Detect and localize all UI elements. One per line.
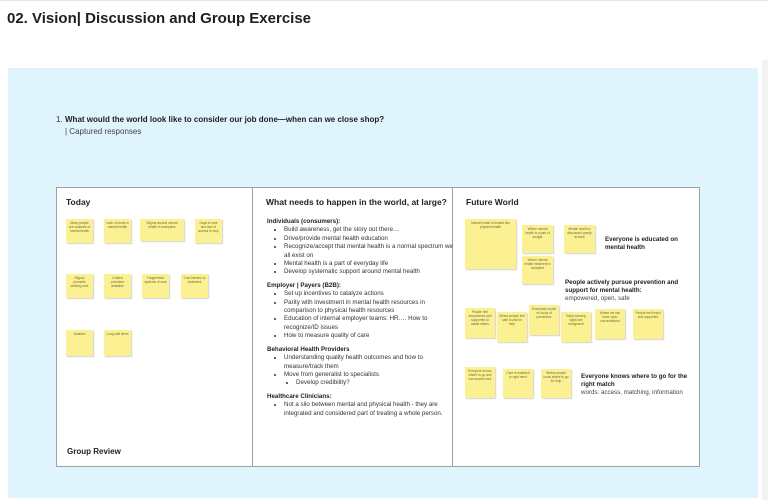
list-item: • Mental health is a part of everyday life bbox=[284, 260, 453, 268]
sticky-note[interactable]: Lack of funds in mental health bbox=[104, 219, 131, 243]
future-note-title: Everyone is educated on mental health bbox=[605, 236, 678, 251]
sticky-note[interactable]: Mental health is discussed openly at work bbox=[564, 225, 595, 253]
question-number: 1. bbox=[56, 115, 63, 124]
list-item: • Parity with investment in mental health resources in comparison to physical health resources bbox=[284, 299, 453, 316]
list-item: • Develop systematic support around mental health bbox=[284, 268, 453, 276]
future-note-title: People actively pursue prevention and support for mental health: bbox=[565, 279, 679, 294]
top-divider bbox=[0, 0, 768, 1]
list-item: • Drive/provide mental health education bbox=[284, 235, 453, 243]
future-note-sub: words: access, matching, information bbox=[581, 389, 683, 396]
sticky-note[interactable]: Where mental health treatment is accepted bbox=[522, 256, 553, 284]
needs-list bbox=[267, 218, 453, 418]
group-review-label: Group Review bbox=[67, 447, 121, 456]
future-note bbox=[565, 279, 693, 303]
sticky-note[interactable]: Mental health is treated like physical health bbox=[465, 219, 516, 269]
sticky-note[interactable]: Limited providers available bbox=[104, 274, 131, 298]
sticky-note[interactable]: Where we can have open conversations bbox=[595, 309, 625, 339]
list-item: • Build awareness, get the story out there… bbox=[284, 226, 453, 234]
question-block bbox=[56, 114, 386, 138]
sticky-note[interactable]: Early warning signs are recognized bbox=[561, 312, 591, 342]
question-captured: | Captured responses bbox=[65, 127, 142, 136]
page-title: 02. Vision| Discussion and Group Exercise bbox=[7, 10, 312, 27]
sticky-note[interactable]: People feel heard and supported bbox=[633, 309, 663, 339]
section-title: Employer | Payers (B2B): bbox=[267, 281, 341, 289]
list-item: • Recognize/accept that mental health is a normal spectrum we all exist on bbox=[284, 243, 453, 260]
future-note-title: Everyone knows where to go for the right match bbox=[581, 373, 688, 388]
column-divider bbox=[252, 188, 253, 466]
column-header-future: Future World bbox=[466, 197, 519, 207]
sticky-note[interactable]: Where mental health is a part of budget bbox=[522, 225, 553, 253]
sticky-note[interactable]: Stigma around mental health in workplace bbox=[140, 219, 184, 241]
sticky-note[interactable]: Cost barriers to treatment bbox=[181, 274, 208, 298]
sticky-note[interactable]: Isolation bbox=[66, 330, 93, 356]
section-title: Healthcare Clinicians: bbox=[267, 392, 332, 400]
sticky-note[interactable]: Long wait times bbox=[104, 330, 131, 356]
question-text bbox=[65, 114, 386, 138]
sticky-note[interactable]: Care is matched to right need bbox=[503, 369, 533, 398]
exercise-board bbox=[56, 187, 700, 467]
list-item: • Not a silo between mental and physical health - they are integrated and considered part of treating a whole person. bbox=[284, 401, 453, 418]
sticky-note[interactable]: Everybody works on focus of prevention bbox=[529, 305, 559, 335]
future-note-sub: empowered, open, safe bbox=[565, 295, 630, 302]
list-item: • How to measure quality of care bbox=[284, 332, 453, 340]
scrollbar-track[interactable] bbox=[762, 60, 768, 500]
sub-list-item: • Develop credibility? bbox=[296, 379, 453, 387]
list-item: • Set up incentives to catalyze actions bbox=[284, 290, 453, 298]
list-item bbox=[284, 371, 453, 388]
question-bold: What would the world look like to consider our job done—when can we close shop? bbox=[65, 115, 385, 124]
future-note bbox=[581, 373, 693, 397]
sticky-note[interactable]: Many people are unaware of mental health bbox=[66, 219, 93, 243]
list-item-text: Move from generalist to specialists bbox=[284, 370, 379, 378]
sticky-note[interactable]: Where people feel safe to ask for help bbox=[497, 312, 527, 342]
list-item: • Understanding quality health outcomes and how to measure/track them bbox=[284, 354, 453, 371]
sticky-note[interactable]: People feel empowered and supported to assist others bbox=[465, 308, 495, 338]
section-title: Behavioral Health Providers bbox=[267, 345, 350, 353]
column-header-today: Today bbox=[66, 197, 91, 207]
sticky-note[interactable]: Where people know where to go for help bbox=[541, 369, 571, 398]
sticky-note[interactable]: Everyone knows where to go and can access care bbox=[465, 367, 495, 398]
sticky-note[interactable]: Gaps in care and lack of access to help bbox=[195, 219, 222, 243]
sticky-note[interactable]: Fragmented systems of care bbox=[142, 274, 169, 298]
column-header-needs: What needs to happen in the world, at large? bbox=[266, 197, 447, 207]
list-item: • Education of internal employer teams: HR…. How to recognize/ID issues bbox=[284, 315, 453, 332]
future-note bbox=[605, 236, 685, 252]
section-title: Individuals (consumers): bbox=[267, 218, 341, 225]
sticky-note[interactable]: Stigma prevents seeking care bbox=[66, 274, 93, 298]
